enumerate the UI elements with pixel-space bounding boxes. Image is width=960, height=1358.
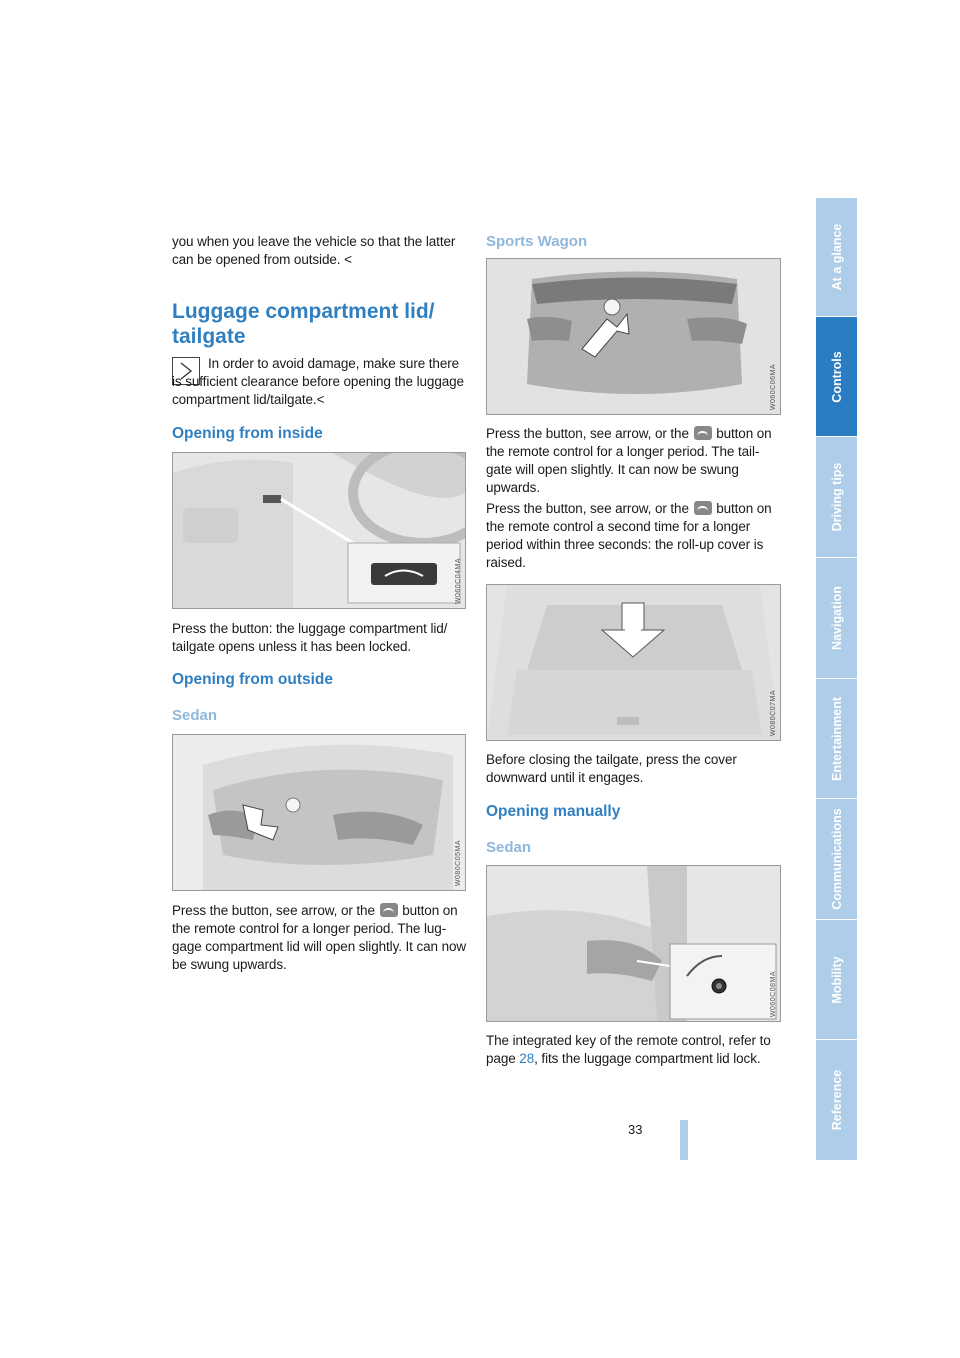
- wagon-tailgate-illustration: [486, 258, 781, 415]
- tab-navigation[interactable]: Navigation: [816, 558, 857, 679]
- image-code: W060C04MA: [455, 557, 462, 604]
- inside-heading: Opening from inside: [172, 425, 323, 442]
- remote-trunk-icon: [694, 426, 712, 440]
- manual-paragraph: The integrated key of the remote control, refer to page 28, fits the luggage compartment lid lock.: [486, 1033, 771, 1066]
- manual-sedan-heading: Sedan: [486, 839, 532, 856]
- page-number: 33: [628, 1122, 643, 1137]
- manual-lock-illustration: [486, 865, 781, 1022]
- remote-trunk-icon: [380, 903, 398, 917]
- tab-reference[interactable]: Reference: [816, 1040, 857, 1161]
- interior-button-illustration: [172, 452, 466, 609]
- page-link[interactable]: 28: [519, 1051, 535, 1066]
- sedan-paragraph: Press the button, see arrow, or the button on the remote control for a longer period. The lug-gage compartment lid will open slightly. It can now be swung upwards.: [172, 903, 467, 972]
- tab-mobility[interactable]: Mobility: [816, 920, 857, 1040]
- caution-paragraph: In order to avoid damage, make sure there is sufficient clearance before opening the luggage compartment lid/tailgate.<: [172, 356, 464, 407]
- cover-paragraph: Before closing the tailgate, press the cover downward until it engages.: [486, 752, 737, 785]
- outside-heading: Opening from outside: [172, 671, 334, 688]
- wagon-paragraph-2: Press the button, see arrow, or the button on the remote control a second time for a longer period within three seconds: the roll-up cover is raised.: [486, 501, 772, 570]
- wagon-paragraph-1: Press the button, see arrow, or the button on the remote control for a longer period. The tail-gate will open slightly. It can now be swung upwards.: [486, 426, 772, 495]
- tab-entertainment[interactable]: Entertainment: [816, 679, 857, 799]
- intro-paragraph: you when you leave the vehicle so that the latter can be opened from outside. <: [172, 234, 456, 267]
- inside-paragraph: Press the button: the luggage compartment lid/ tailgate opens unless it has been locked.: [172, 621, 448, 654]
- cargo-cover-illustration: [486, 584, 781, 741]
- image-code: W060C06MA: [770, 363, 777, 410]
- manual-heading: Opening manually: [486, 803, 621, 820]
- page-number-bar: [680, 1120, 688, 1160]
- tab-at-a-glance[interactable]: At a glance: [816, 198, 857, 317]
- wagon-heading: Sports Wagon: [486, 233, 588, 250]
- section-title: Luggage compartment lid/ tailgate: [172, 300, 435, 348]
- remote-trunk-icon: [694, 501, 712, 515]
- sedan-heading: Sedan: [172, 707, 218, 724]
- image-code: W080C05MA: [455, 839, 462, 886]
- image-code: W060C08MA: [770, 970, 777, 1017]
- sedan-trunk-illustration: [172, 734, 466, 891]
- tab-communications[interactable]: Communications: [816, 799, 857, 920]
- image-code: W080C07MA: [770, 689, 777, 736]
- tab-controls[interactable]: Controls: [816, 317, 857, 437]
- tab-driving-tips[interactable]: Driving tips: [816, 437, 857, 558]
